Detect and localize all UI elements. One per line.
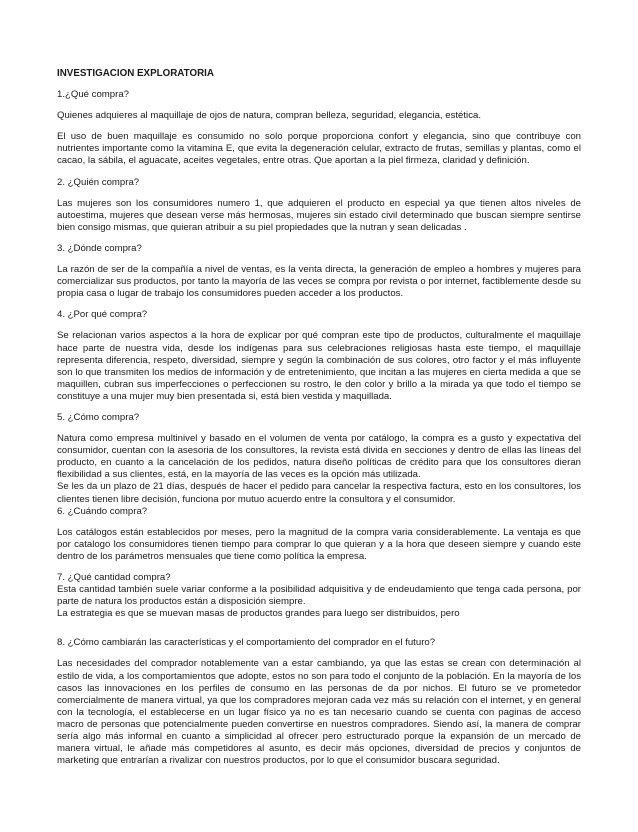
section-heading-que-compra: 1.¿Qué compra? [57, 89, 129, 101]
paragraph: Quienes adquieres al maquillaje de ojos de natura, compran belleza, seguridad, elegancia, estética. [57, 110, 481, 122]
paragraph: Se les da un plazo de 21 días, después de hacer el pedido para cancelar la respectiva factura, esto en los consultores, los clientes tienen libre decisión, funciona por mutuo acuerdo entre la consultora y el consumidor. [57, 481, 581, 505]
section-heading-comportamiento-futuro: 8. ¿Cómo cambiarán las características y el comportamiento del comprador en el futuro? [57, 637, 436, 649]
paragraph: Las necesidades del comprador notablemente van a estar cambiando, ya que las estas se crean con determinación al estilo de vida, a los comportamientos que adopte, estos no son para todo el conjunto de la población. En la mayoría de los casos las innovaciones en los perfiles de consumo en las personas de da por nichos. El futuro se ve prometedor comercialmente de manera virtual, ya que los compradores mejoran cada vez más su relación con el internet, y en general con la tecnología, el establecerse en un lugar físico ya no es tan necesario cuando se cuenta con paginas de acceso macro de personas que potencialmente pueden convertirse en nuestros compradores. Siendo así, la manera de comprar sería algo más informal en cuanto a simplicidad al ofrecer pero estructurado porque la expansión de un mercado de manera virtual, le añade más competidores al asunto, es decir más opciones, diversidad de precios y conjuntos de marketing que entrarían a rivalizar con nuestros productos, por lo que el consumidor buscara seguridad. [57, 658, 581, 767]
section-heading-como-compra: 5. ¿Cómo compra? [57, 411, 140, 423]
section-heading-por-que-compra: 4. ¿Por qué compra? [57, 309, 148, 321]
section-heading-quien-compra: 2. ¿Quién compra? [57, 176, 140, 188]
paragraph: Las mujeres son los consumidores numero 1, que adquieren el producto en especial ya que tienen altos niveles de autoestima, mujeres que desean verse más hermosas, mujeres sin estado civil determinado que buscan siempre sentirse bien consigo mismas, que quieran atribuir a su piel propiedades que la nutran y sean delicadas . [57, 197, 581, 233]
section-heading-que-cantidad-compra: 7. ¿Qué cantidad compra? [57, 572, 171, 583]
section-heading-donde-compra: 3. ¿Dónde compra? [57, 242, 142, 254]
paragraph: La estrategia es que se muevan masas de productos grandes para luego ser distribuidos, pero [57, 608, 460, 620]
document-title: INVESTIGACION EXPLORATORIA [57, 68, 214, 79]
section-heading-cuando-compra: 6. ¿Cuándo compra? [57, 505, 148, 517]
paragraph: Natura como empresa multinivel y basado en el volumen de venta por catálogo, la compra es a gusto y expectativa del consumidor, cuentan con la asesoria de los consultores, la revista está divida en secciones y dentro de ellas las líneas del producto, en cuanto a la cancelación de los pedidos, natura diseño políticas de crédito para que los consultores dieran flexibilidad a sus clientes, está, en la mayoría de las veces es la opción más utilizada. [57, 433, 581, 481]
paragraph: El uso de buen maquillaje es consumido no solo porque proporciona confort y elegancia, sino que contribuye con nutrientes importante como la vitamina E, que evita la degeneración celular, extracto de frutas, semillas y plantas, como el cacao, la sábila, el aguacate, aceites vegetales, entre otras. Que aportan a la piel firmeza, claridad y definición. [57, 131, 581, 167]
paragraph: La razón de ser de la compañía a nivel de ventas, es la venta directa, la generación de empleo a hombres y mujeres para comercializar sus productos, por tanto la mayoría de las veces se compra por revista o por internet, factiblemente desde su propia casa o lugar de trabajo los consumidores pueden acceder a los productos. [57, 264, 581, 300]
paragraph: Se relacionan varios aspectos a la hora de explicar por qué compran este tipo de productos, culturalmente el maquillaje hace parte de nuestra vida, desde los indígenas para sus celebraciones religiosas hasta este tiempo, el maquillaje representa diferencia, respeto, diversidad, siempre y según la combinación de sus colores, otro factor y el más influyente son lo que transmiten los medios de información y de entretenimiento, que incitan a las mujeres en cierta medida a que se maquillen, cubran sus imperfecciones o perfeccionen su rostro, le den color y brillo a la mirada ya que todo el tiempo se constituye a una mujer muy bien presentada si, está bien vestida y maquillada. [57, 330, 581, 402]
paragraph: Esta cantidad también suele variar conforme a la posibilidad adquisitiva y de endeudamiento que tenga cada persona, por parte de natura los productos están a disposición siempre. [57, 584, 581, 608]
paragraph: Los catálogos están establecidos por meses, pero la magnitud de la compra varia considerablemente. La ventaja es que por catalogo los consumidores tienen tiempo para comprar lo que quieran y a la hora que deseen siempre y cuando este dentro de los parámetros mensuales que tiene como política la empresa. [57, 526, 581, 562]
